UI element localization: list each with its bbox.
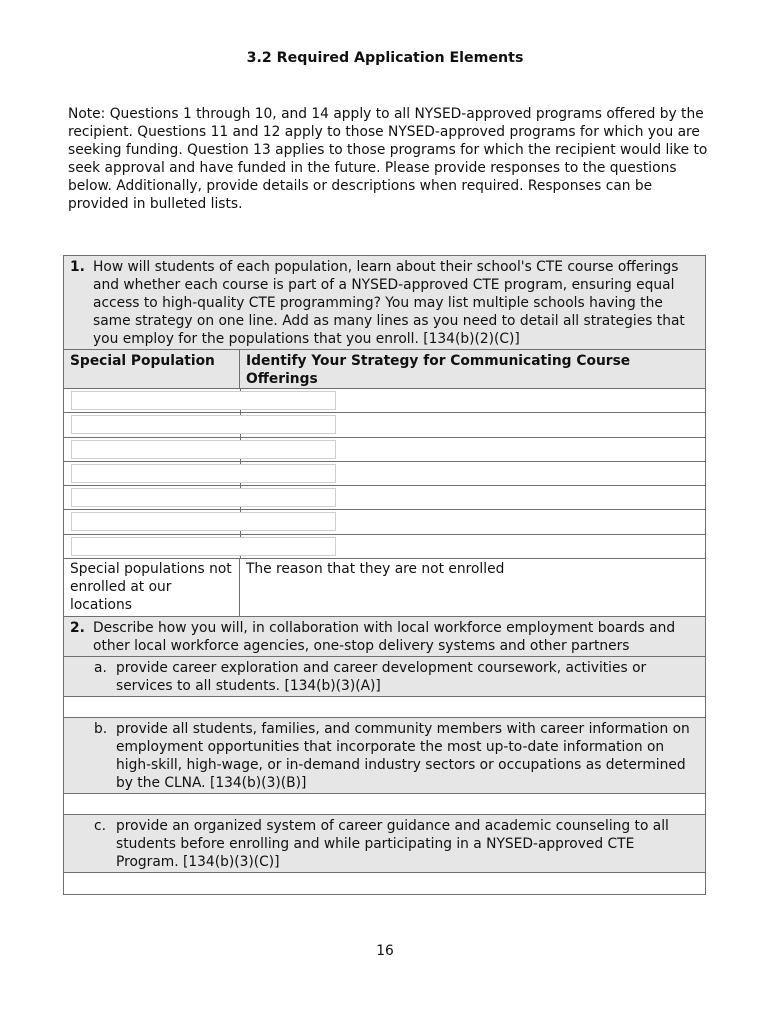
- section-heading: 3.2 Required Application Elements: [246, 50, 524, 66]
- strategy-entry-row: [64, 510, 705, 534]
- question-1-text: How will students of each population, learn about their school's CTE course offerings and whether each course is part of a NYSED-approved CTE program, ensuring equal access to high-quality CTE programming? You may list multiple schools having the same strategy on one line. Add as many lines as you need to detail all strategies that you employ for the populations that you enroll. [134(b)(2)(C)]: [93, 259, 685, 347]
- strategy-entry-row: [64, 462, 705, 486]
- not-enrolled-row: [64, 559, 705, 617]
- question-2c-text: provide an organized system of career guidance and academic counseling to all students before enrolling and while participating in a NYSED-approved CTE Program. [134(b)(3)(C)]: [116, 818, 669, 871]
- response-field-2c[interactable]: [64, 873, 705, 894]
- instructions-note: Note: Questions 1 through 10, and 14 apply to all NYSED-approved programs offered by the recipient. Questions 11 and 12 apply to those NYSED-approved programs for which you are seeking funding. Question 13 applies to those programs for which the recipient would like to seek approval and have funded in the future. Please provide responses to the questions below. Additionally, provide details or descriptions when required. Responses can be provided in bulleted lists.: [68, 106, 708, 212]
- response-field-2b[interactable]: [64, 794, 705, 815]
- special-population-input[interactable]: [71, 440, 336, 459]
- strategy-entry-row: [64, 486, 705, 510]
- question-2-row: [64, 617, 705, 657]
- special-population-input[interactable]: [71, 464, 336, 483]
- question-2a-letter: a.: [94, 660, 107, 677]
- page-number: 16: [376, 943, 394, 959]
- strategy-header: Identify Your Strategy for Communicating Course Offerings: [246, 353, 631, 387]
- special-population-input[interactable]: [71, 537, 336, 556]
- special-population-input[interactable]: [71, 415, 336, 434]
- special-population-header: Special Population: [64, 350, 240, 388]
- question-2a-text: provide career exploration and career development coursework, activities or services to all students. [134(b)(3)(A)]: [116, 660, 647, 695]
- question-2c-row: [64, 815, 705, 873]
- question-1-row: [64, 256, 705, 350]
- special-population-input[interactable]: [71, 391, 336, 410]
- strategy-entry-row: [64, 535, 705, 559]
- question-2b-letter: b.: [94, 721, 108, 738]
- strategy-table-header: [64, 350, 705, 389]
- strategy-entry-row: [64, 413, 705, 437]
- question-2a-row: [64, 657, 705, 697]
- strategy-entry-row: [64, 389, 705, 413]
- not-enrolled-reason: The reason that they are not enrolled: [246, 561, 505, 578]
- question-2c-letter: c.: [94, 818, 106, 835]
- special-population-input[interactable]: [71, 488, 336, 507]
- application-table: [63, 255, 706, 895]
- question-2-number: 2.: [70, 620, 85, 637]
- not-enrolled-label: Special populations not enrolled at our locations: [64, 559, 240, 616]
- response-field-2a[interactable]: [64, 697, 705, 718]
- strategy-entry-row: [64, 438, 705, 462]
- special-population-input[interactable]: [71, 512, 336, 531]
- question-2b-text: provide all students, families, and community members with career information on employment opportunities that incorporate the most up-to-date information on high-skill, high-wage, or in-demand industry sectors or occupations as determined by the CLNA. [134(b)(3)(B)]: [116, 721, 690, 792]
- question-2b-row: [64, 718, 705, 794]
- question-2-text: Describe how you will, in collaboration with local workforce employment boards and other local workforce agencies, one-stop delivery systems and other partners: [93, 620, 676, 655]
- question-1-number: 1.: [70, 259, 85, 275]
